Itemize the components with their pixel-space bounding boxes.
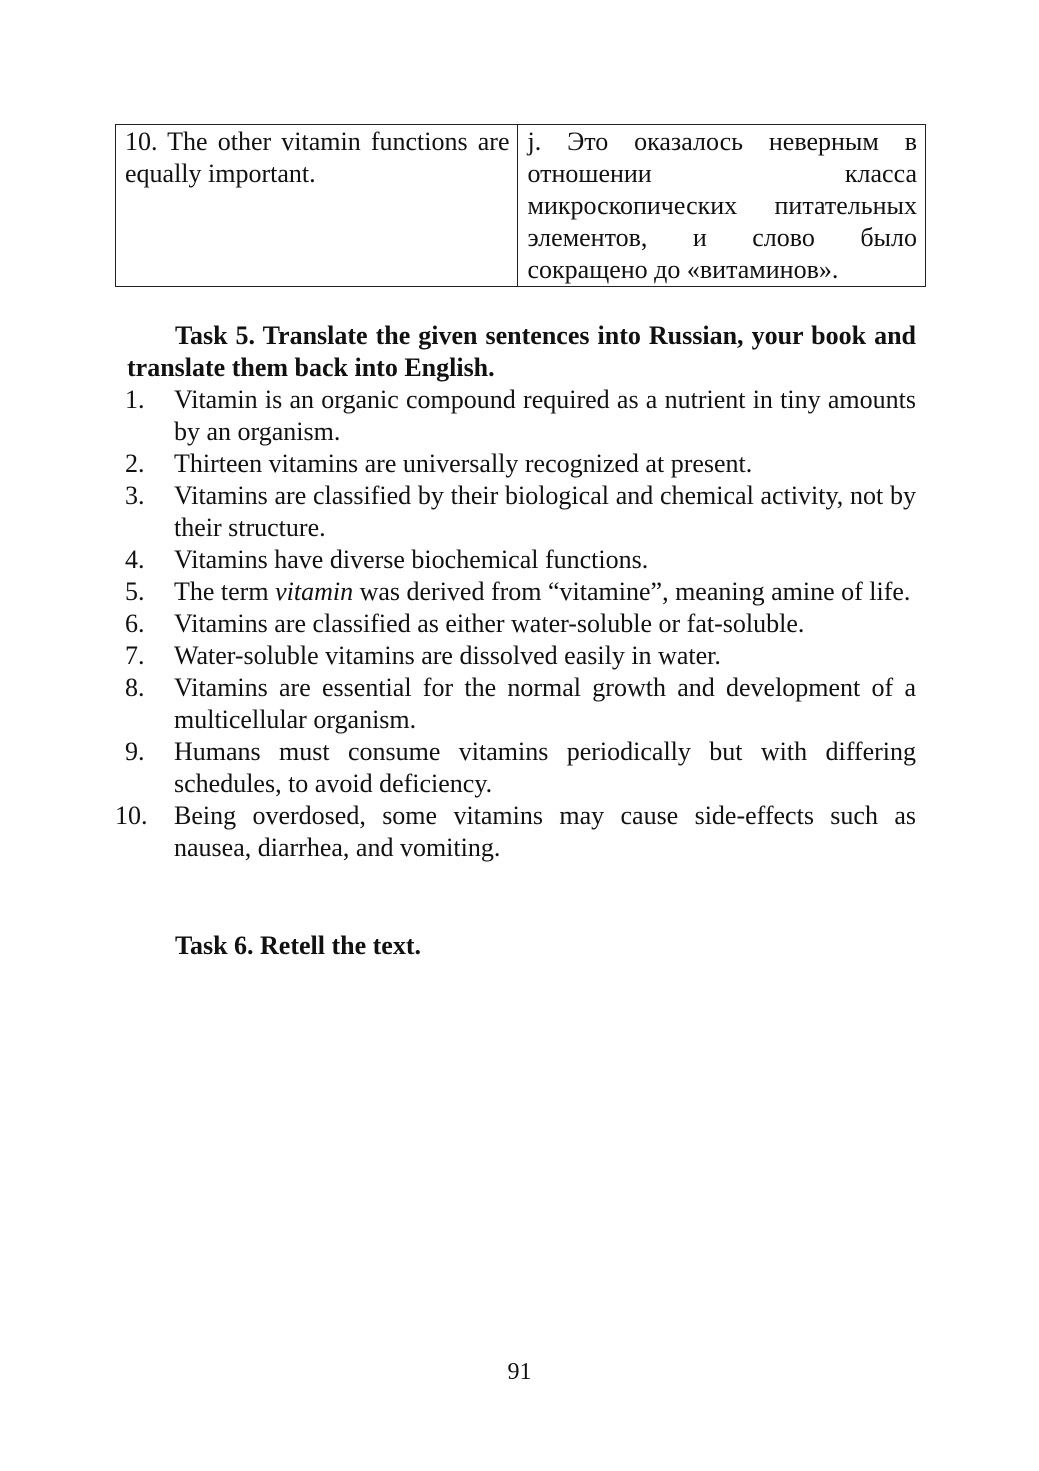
item-text: Vitamins are classified as either water-soluble or fat-soluble. — [174, 609, 805, 638]
list-item — [127, 640, 916, 672]
item-text: Thirteen vitamins are universally recognized at present. — [174, 449, 753, 478]
item-number: 4. — [125, 545, 145, 574]
table-row — [116, 125, 926, 287]
list-item — [127, 608, 916, 640]
page-number: 91 — [507, 1359, 532, 1385]
item-text: Humans must consume vitamins periodically but with differing schedules, to avoid deficiency. — [174, 737, 916, 798]
item-number: 3. — [125, 481, 145, 510]
list-item — [127, 672, 916, 736]
task-5-heading: Task 5. Translate the given sentences into Russian, your book and translate them back into English. — [127, 321, 916, 382]
item-text: Water-soluble vitamins are dissolved easily in water. — [174, 641, 721, 670]
item-number: 1. — [125, 385, 145, 414]
item-number: 5. — [125, 577, 145, 606]
list-item — [127, 576, 916, 608]
task-6-heading: Task 6. Retell the text. — [175, 931, 422, 960]
table-cell-russian: j. Это оказалось неверным в отношении класса микроскопических питательных элементов, и слово было сокращено до «витаминов». — [518, 125, 926, 287]
list-item — [115, 800, 916, 864]
task-5-section — [115, 320, 916, 864]
list-item — [127, 480, 916, 544]
item-text: Vitamin is an organic compound required as a nutrient in tiny amounts by an organism. — [174, 385, 916, 446]
list-item — [127, 736, 916, 800]
table-cell-english: 10. The other vitamin functions are equally important. — [116, 125, 518, 287]
item-text-after: was derived from “vitamine”, meaning amine of life. — [353, 577, 911, 606]
item-number: 6. — [125, 609, 145, 638]
sentence-list — [115, 384, 916, 864]
item-number: 9. — [125, 737, 145, 766]
item-number: 2. — [125, 449, 145, 478]
item-number: 8. — [125, 673, 145, 702]
list-item — [127, 544, 916, 576]
matching-table — [115, 124, 926, 287]
item-number: 10. — [115, 801, 148, 830]
item-number: 7. — [125, 641, 145, 670]
item-text-italic-term: vitamin — [275, 577, 354, 606]
item-text: Vitamins have diverse biochemical functions. — [174, 545, 649, 574]
list-item — [127, 448, 916, 480]
item-text: Vitamins are classified by their biological and chemical activity, not by their structure. — [174, 481, 916, 542]
item-text: Vitamins are essential for the normal growth and development of a multicellular organism. — [174, 673, 916, 734]
list-item — [127, 384, 916, 448]
item-text: Being overdosed, some vitamins may cause side-effects such as nausea, diarrhea, and vomiting. — [174, 801, 916, 862]
item-text-before: The term — [174, 577, 276, 606]
